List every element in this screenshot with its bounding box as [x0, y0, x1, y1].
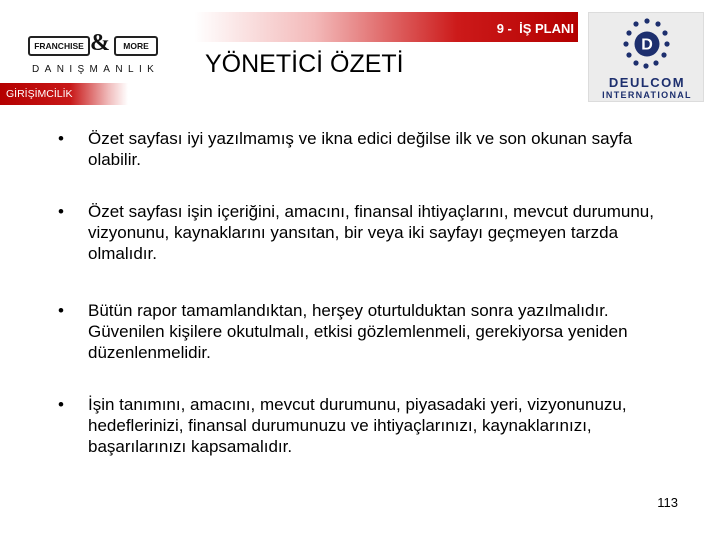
logo-word-more: MORE	[114, 36, 158, 56]
bullet-item	[58, 394, 688, 457]
franchise-more-logo	[24, 30, 160, 86]
bullet-text: Özet sayfası işin içeriğini, amacını, finansal ihtiyaçlarını, mevcut durumunu, vizyonunu, kaynaklarını yansıtan, bir veya iki sayfayı geçmeyen tarzda olmalıdır.	[88, 202, 654, 263]
bullet-text: Özet sayfası iyi yazılmamış ve ikna edici değilse ilk ve son okunan sayfa olabilir.	[88, 129, 633, 169]
bullet-dot: •	[58, 301, 64, 320]
bullet-dot: •	[58, 395, 64, 414]
slide-title: YÖNETİCİ ÖZETİ	[205, 50, 404, 78]
deulcom-emblem-icon	[621, 15, 673, 71]
logo-company-name: DEULCOM	[608, 75, 686, 90]
bullet-dot: •	[58, 202, 64, 221]
section-tag	[0, 83, 128, 105]
page-number: 113	[657, 495, 678, 510]
deulcom-logo	[588, 12, 704, 102]
bullet-item	[58, 128, 688, 170]
bullet-item	[58, 201, 688, 264]
franchise-more-wordmark	[28, 32, 156, 58]
bullet-text: Bütün rapor tamamlandıktan, herşey oturtulduktan sonra yazılmalıdır. Güvenilen kişilere okutulmalı, etkisi gözlemlenmeli, gerekiyorsa yeniden düzenlenmelidir.	[88, 301, 628, 362]
logo-word-franchise: FRANCHISE	[28, 36, 90, 56]
bullet-text: İşin tanımını, amacını, mevcut durumunu, piyasadaki yeri, vizyonunuzu, hedeflerinizi, finansal durumunuzu ve ihtiyaçlarınızı, kaynaklarınızı, başarılarınızı kapsamalıdır.	[88, 395, 627, 456]
bullet-item	[58, 300, 688, 363]
logo-ampersand: &	[90, 30, 110, 56]
bullet-dot: •	[58, 129, 64, 148]
chapter-title: 9 - İŞ PLANI	[496, 21, 574, 36]
emblem-letter: D	[641, 36, 653, 54]
logo-subtitle: DANIŞMANLIK	[32, 64, 160, 75]
logo-company-suffix: INTERNATIONAL	[602, 90, 692, 100]
section-tag-label: GİRİŞİMCİLİK	[6, 88, 73, 100]
